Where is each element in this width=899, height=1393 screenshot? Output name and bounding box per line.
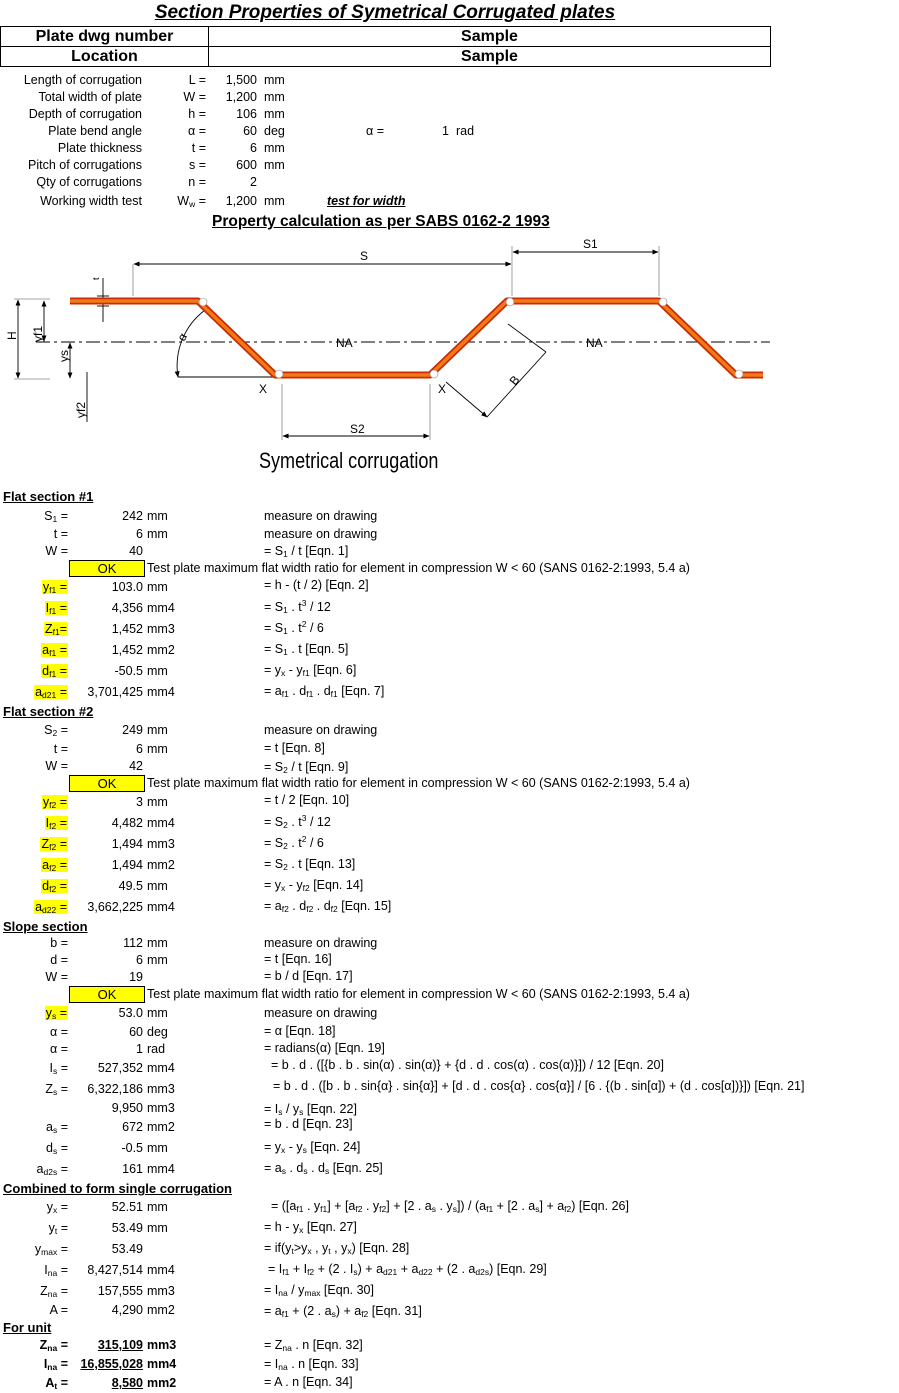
input-value[interactable]: 1,500 bbox=[225, 73, 257, 87]
is-unit: mm4 bbox=[147, 1061, 175, 1075]
zs-unit: mm3 bbox=[147, 1082, 175, 1096]
yf2-formula: = t / 2 [Eqn. 10] bbox=[264, 793, 350, 807]
input-name: Plate bend angle bbox=[48, 124, 142, 138]
input-unit: deg bbox=[264, 124, 285, 138]
if2-value: 4,482 bbox=[111, 816, 143, 830]
angle-arc bbox=[177, 310, 205, 377]
df1-value: -50.5 bbox=[114, 664, 143, 678]
w3-value: 19 bbox=[129, 970, 143, 984]
w2-formula: = $S_2$ / t [Eqn. 9] bbox=[264, 760, 349, 775]
input-name: Depth of corrugation bbox=[28, 107, 142, 121]
s2-unit: mm bbox=[147, 723, 168, 737]
ad2s-value: 161 bbox=[122, 1162, 143, 1176]
s1-unit: mm bbox=[147, 509, 168, 523]
zf2-value: 1,494 bbox=[111, 837, 143, 851]
alpha-rad-unit: rad bbox=[456, 124, 475, 138]
label-x-1: X bbox=[259, 382, 268, 396]
b-value[interactable]: 112 bbox=[123, 936, 143, 950]
label-yf1: yf1 bbox=[31, 325, 45, 342]
input-value[interactable]: 1,200 bbox=[225, 90, 257, 104]
label-b: B bbox=[506, 372, 523, 388]
af1-value: 1,452 bbox=[111, 643, 143, 657]
if1-unit: mm4 bbox=[147, 601, 175, 615]
ok-badge-3: OK bbox=[69, 986, 145, 1003]
ds-label: $d_s$ = bbox=[46, 1141, 68, 1156]
input-value[interactable]: 6 bbox=[250, 141, 257, 155]
zf2-label: $Z_{f2}$ = bbox=[41, 837, 67, 852]
if1-label: $I_{f1}$ = bbox=[45, 601, 67, 616]
zna-unit: mm3 bbox=[147, 1284, 175, 1298]
zs2-unit: mm3 bbox=[147, 1101, 175, 1115]
input-symbol: n = bbox=[188, 175, 206, 189]
label-t: t bbox=[91, 277, 101, 280]
as-formula: = b . d [Eqn. 23] bbox=[264, 1117, 353, 1131]
ad22-unit: mm4 bbox=[147, 900, 175, 914]
input-unit: mm bbox=[264, 90, 285, 104]
diagram-caption: Symetrical corrugation bbox=[259, 449, 439, 474]
b-formula: measure on drawing bbox=[264, 936, 378, 950]
ys-formula: measure on drawing bbox=[264, 1006, 378, 1020]
label-s: S bbox=[360, 249, 369, 263]
input-value[interactable]: 60 bbox=[243, 124, 257, 138]
af2-value: 1,494 bbox=[111, 858, 143, 872]
input-unit: mm bbox=[264, 73, 285, 87]
dim-b-line bbox=[508, 324, 546, 352]
label-na-2: NA bbox=[586, 336, 603, 350]
input-symbol: α = bbox=[188, 124, 206, 138]
input-value[interactable]: 106 bbox=[236, 107, 257, 121]
d-value: 6 bbox=[136, 953, 143, 967]
ad21-unit: mm4 bbox=[147, 685, 175, 699]
yf1-label: $y_{f1}$ = bbox=[42, 580, 67, 595]
yt-formula: = h - $y_x$ [Eqn. 27] bbox=[264, 1220, 357, 1235]
label-yf2: yf2 bbox=[74, 401, 88, 418]
unit-zna-formula: = $Z_{na}$ . n [Eqn. 32] bbox=[264, 1338, 363, 1353]
alpha-rad-formula: = radians(α) [Eqn. 19] bbox=[264, 1041, 385, 1055]
for-unit-title: For unit bbox=[3, 1320, 52, 1335]
input-value[interactable]: 600 bbox=[236, 158, 257, 172]
ok-text-3: Test plate maximum flat width ratio for element in compression W < 60 (SANS 0162-2:1993, 5.4 a) bbox=[147, 987, 690, 1001]
s1-label: $S_1$ = bbox=[44, 509, 68, 524]
yf1-unit: mm bbox=[147, 580, 168, 594]
t1-value[interactable]: 6 bbox=[136, 527, 143, 541]
calc-title: Property calculation as per SABS 0162-2 1993 bbox=[212, 213, 550, 230]
yx-value: 52.51 bbox=[111, 1200, 143, 1214]
yf1-formula: = h - (t / 2) [Eqn. 2] bbox=[264, 578, 369, 592]
ad22-formula: = $a_{f2}$ . $d_{f2}$ . $d_{f2}$ [Eqn. 15] bbox=[264, 899, 392, 914]
alpha-rad-unit-2: rad bbox=[147, 1042, 166, 1056]
input-value[interactable]: 2 bbox=[250, 175, 257, 189]
af1-label: $a_{f1}$ = bbox=[42, 643, 67, 658]
unit-at-value: 8,580 bbox=[111, 1376, 143, 1390]
if2-formula: = $S_2$ . $t^3 / 12$ bbox=[264, 813, 331, 830]
yf2-label: $y_{f2}$ = bbox=[42, 795, 67, 810]
a-formula: = $a_{f1} + (2$ . $a_s) + a_{f2}$ [Eqn. 31] bbox=[264, 1304, 422, 1319]
ok-text-2: Test plate maximum flat width ratio for element in compression W < 60 (SANS 0162-2:1993, 5.4 a) bbox=[147, 776, 690, 790]
ys-label: $y_s$ = bbox=[45, 1006, 67, 1021]
df1-formula: = $y_x - y_{f1}$ [Eqn. 6] bbox=[264, 663, 357, 678]
ina-formula: = $I_{f1} + I_{f2} + (2$ . $I_s) + a_{d21} + a_{d22} + (2$ . $a_{d2s}$) [Eqn. 29] bbox=[268, 1262, 547, 1277]
input-symbol: t = bbox=[191, 141, 206, 155]
input-name: Length of corrugation bbox=[23, 73, 142, 87]
input-symbol: s = bbox=[188, 158, 206, 172]
t1-unit: mm bbox=[147, 527, 168, 541]
alpha-rad-symbol: α = bbox=[366, 124, 384, 138]
yt-value: 53.49 bbox=[111, 1221, 143, 1235]
w1-formula: = $S_1$ / t [Eqn. 1] bbox=[264, 544, 349, 559]
unit-zna-value: 315,109 bbox=[97, 1338, 143, 1352]
is-label: $I_s$ = bbox=[49, 1061, 68, 1076]
is-formula: = b . d . ([{b . b . sin(α) . sin(α)} + {d . d . cos(α) . cos(α)}]) / 12 [Eqn. 20] bbox=[271, 1058, 664, 1072]
zf1-unit: mm3 bbox=[147, 622, 175, 636]
d-formula: = t [Eqn. 16] bbox=[264, 952, 332, 966]
label-alpha: α bbox=[174, 330, 191, 344]
df2-unit: mm bbox=[147, 879, 168, 893]
ok-badge-1: OK bbox=[69, 560, 145, 577]
ys-unit: mm bbox=[147, 1006, 168, 1020]
ds-unit: mm bbox=[147, 1141, 168, 1155]
df2-value: 49.5 bbox=[118, 879, 143, 893]
corrugation-diagram bbox=[0, 232, 899, 480]
a-label: A = bbox=[49, 1303, 68, 1317]
ymax-label: $y_{max}$ = bbox=[34, 1242, 68, 1257]
b-unit: mm bbox=[147, 936, 168, 950]
test-for-width-label: test for width bbox=[327, 194, 406, 208]
corrugated-plate bbox=[70, 301, 763, 375]
zf2-unit: mm3 bbox=[147, 837, 175, 851]
af1-unit: mm2 bbox=[147, 643, 175, 657]
af2-formula: = $S_2$ . t [Eqn. 13] bbox=[264, 857, 356, 872]
b-label: b = bbox=[50, 936, 68, 950]
zs-label: $Z_s$ = bbox=[45, 1082, 68, 1097]
input-name: Plate thickness bbox=[57, 141, 142, 155]
zna-value: 157,555 bbox=[97, 1284, 143, 1298]
alpha-deg-unit: deg bbox=[147, 1025, 168, 1039]
zna-formula: = $I_{na} / y_{max}$ [Eqn. 30] bbox=[264, 1283, 374, 1298]
ina-unit: mm4 bbox=[147, 1263, 175, 1277]
input-unit: mm bbox=[264, 107, 285, 121]
zs-formula: = b . d . ([b . b . sin{α} . sin{α}] + [d . d . cos{α} . cos{α}] / [6 . {(b . sin[α]) + (d . cos[α])}]) [Eqn. 21] bbox=[273, 1079, 805, 1093]
label-h: H bbox=[5, 331, 19, 340]
input-name: Qty of corrugations bbox=[36, 175, 142, 189]
t2-value: 6 bbox=[136, 742, 143, 756]
zs2-value: 9,950 bbox=[111, 1101, 143, 1115]
ad21-label: $a_{d21}$ = bbox=[35, 685, 67, 700]
s2-formula: measure on drawing bbox=[264, 723, 378, 737]
w3-label: W = bbox=[45, 970, 68, 984]
is-value: 527,352 bbox=[97, 1061, 143, 1075]
df1-unit: mm bbox=[147, 664, 168, 678]
ad2s-formula: = $a_s$ . $d_s$ . $d_s$ [Eqn. 25] bbox=[264, 1161, 383, 1176]
if1-formula: = $S_1$ . $t^3 / 12$ bbox=[264, 598, 331, 615]
af2-unit: mm2 bbox=[147, 858, 175, 872]
unit-ina-value: 16,855,028 bbox=[80, 1357, 143, 1371]
d-unit: mm bbox=[147, 953, 168, 967]
ad22-label: $a_{d22}$ = bbox=[35, 900, 67, 915]
t1-label: t = bbox=[53, 527, 68, 541]
ad2s-label: $a_{d2s}$ = bbox=[36, 1162, 68, 1177]
combined-title: Combined to form single corrugation bbox=[3, 1181, 232, 1196]
af2-label: $a_{f2}$ = bbox=[42, 858, 67, 873]
as-unit: mm2 bbox=[147, 1120, 175, 1134]
input-symbol: h = bbox=[188, 107, 206, 121]
unit-at-formula: = A . n [Eqn. 34] bbox=[264, 1375, 353, 1389]
input-symbol: L = bbox=[188, 73, 206, 87]
input-unit: mm bbox=[264, 158, 285, 172]
input-value[interactable]: 1,200 bbox=[225, 194, 257, 208]
label-ys: ys bbox=[57, 350, 71, 362]
alpha-rad-value-2: 1 bbox=[136, 1042, 143, 1056]
unit-ina-label: $I_{na}$ = bbox=[43, 1357, 68, 1372]
yx-formula: = ([$a_{f1}$ . $y_{f1}] + [a_{f2}$ . $y_{f2}] + [2$ . $a_s$ . $y_s]) / (a_{f1} + [2$ . $a_s] + a_{f2}$) [Eqn. 26] bbox=[271, 1199, 629, 1214]
unit-at-label: $A_t$ = bbox=[45, 1376, 68, 1391]
ina-value: 8,427,514 bbox=[87, 1263, 143, 1277]
zna-label: $Z_{na}$ = bbox=[40, 1284, 68, 1299]
location-label: Location bbox=[1, 47, 209, 67]
ymax-value: 53.49 bbox=[111, 1242, 143, 1256]
ds-formula: = $y_x - y_s$ [Eqn. 24] bbox=[264, 1140, 361, 1155]
zf1-label: $Z_{f1}=$ bbox=[44, 622, 67, 637]
df2-label: $d_{f2}$ = bbox=[42, 879, 67, 894]
yx-label: $y_x$ = bbox=[46, 1200, 68, 1215]
t2-label: t = bbox=[53, 742, 68, 756]
ad22-value: 3,662,225 bbox=[87, 900, 143, 914]
input-unit: mm bbox=[264, 194, 285, 208]
unit-ina-unit: mm4 bbox=[147, 1357, 177, 1371]
w2-label: W = bbox=[45, 759, 68, 773]
input-symbol: W = bbox=[183, 90, 206, 104]
as-label: $a_s$ = bbox=[46, 1120, 68, 1135]
t2-formula: = t [Eqn. 8] bbox=[264, 741, 325, 755]
alpha-rad-value: 1 bbox=[442, 124, 449, 138]
ok-text-1: Test plate maximum flat width ratio for element in compression W < 60 (SANS 0162-2:1993, 5.4 a) bbox=[147, 561, 690, 575]
s2-value[interactable]: 249 bbox=[122, 723, 143, 737]
ok-badge-2: OK bbox=[69, 775, 145, 792]
a-unit: mm2 bbox=[147, 1303, 175, 1317]
ad21-value: 3,701,425 bbox=[87, 685, 143, 699]
label-s1: S1 bbox=[583, 237, 598, 251]
slope-section-title: Slope section bbox=[3, 919, 88, 934]
zs-value: 6,322,186 bbox=[87, 1082, 143, 1096]
ds-value: -0.5 bbox=[121, 1141, 143, 1155]
input-symbol: $W_w$ = bbox=[177, 194, 206, 209]
s1-value[interactable]: 242 bbox=[122, 509, 143, 523]
label-s2: S2 bbox=[350, 422, 365, 436]
w1-label: W = bbox=[45, 544, 68, 558]
unit-at-unit: mm2 bbox=[147, 1376, 177, 1390]
df1-label: $d_{f1}$ = bbox=[42, 664, 67, 679]
yx-unit: mm bbox=[147, 1200, 168, 1214]
if1-value: 4,356 bbox=[111, 601, 143, 615]
location-value[interactable]: Sample bbox=[209, 47, 771, 67]
zs2-formula: = $I_s / y_s$ [Eqn. 22] bbox=[264, 1102, 357, 1117]
header-table bbox=[0, 26, 771, 67]
s2-label: $S_2$ = bbox=[44, 723, 68, 738]
as-value: 672 bbox=[122, 1120, 143, 1134]
ys-value[interactable]: 53.0 bbox=[118, 1006, 143, 1020]
zf1-formula: = $S_1$ . $t^2 / 6$ bbox=[264, 619, 324, 636]
unit-zna-unit: mm3 bbox=[147, 1338, 177, 1352]
yf2-value: 3 bbox=[136, 795, 143, 809]
w2-value: 42 bbox=[129, 759, 143, 773]
ad21-formula: = $a_{f1}$ . $d_{f1}$ . $d_{f1}$ [Eqn. 7] bbox=[264, 684, 385, 699]
s1-formula: measure on drawing bbox=[264, 509, 378, 523]
df2-formula: = $y_x - y_{f2}$ [Eqn. 14] bbox=[264, 878, 364, 893]
w3-formula: = b / d [Eqn. 17] bbox=[264, 969, 353, 983]
alpha-rad-label: α = bbox=[50, 1042, 68, 1056]
w1-value: 40 bbox=[129, 544, 143, 558]
alpha-deg-formula: = α [Eqn. 18] bbox=[264, 1024, 336, 1038]
yf2-unit: mm bbox=[147, 795, 168, 809]
ymax-formula: = $if(y_t>y_x$ , $y_t$ , $y_x$) [Eqn. 28] bbox=[264, 1241, 410, 1256]
input-unit: mm bbox=[264, 141, 285, 155]
page-title: Section Properties of Symetrical Corrugated plates bbox=[154, 2, 616, 23]
if2-unit: mm4 bbox=[147, 816, 175, 830]
yf1-value: 103.0 bbox=[111, 580, 143, 594]
d-label: d = bbox=[50, 953, 68, 967]
input-name: Total width of plate bbox=[38, 90, 142, 104]
flat-section-1-title: Flat section #1 bbox=[3, 489, 94, 504]
yt-unit: mm bbox=[147, 1221, 168, 1235]
alpha-deg-label: α = bbox=[50, 1025, 68, 1039]
label-na-1: NA bbox=[336, 336, 353, 350]
alpha-deg-value: 60 bbox=[129, 1025, 143, 1039]
t1-formula: measure on drawing bbox=[264, 527, 378, 541]
yt-label: $y_t$ = bbox=[48, 1221, 68, 1236]
unit-ina-formula: = $I_{na}$ . n [Eqn. 33] bbox=[264, 1357, 359, 1372]
flat-section-2-title: Flat section #2 bbox=[3, 704, 94, 719]
if2-label: $I_{f2}$ = bbox=[45, 816, 67, 831]
ad2s-unit: mm4 bbox=[147, 1162, 175, 1176]
zf1-value: 1,452 bbox=[111, 622, 143, 636]
input-name: Working width test bbox=[40, 194, 142, 208]
input-name: Pitch of corrugations bbox=[28, 158, 142, 172]
t2-unit: mm bbox=[147, 742, 168, 756]
ina-label: $I_{na}$ = bbox=[44, 1263, 68, 1278]
label-x-2: X bbox=[438, 382, 447, 396]
zf2-formula: = $S_2$ . $t^2 / 6$ bbox=[264, 834, 324, 851]
a-value: 4,290 bbox=[111, 1303, 143, 1317]
af1-formula: = $S_1$ . t [Eqn. 5] bbox=[264, 642, 349, 657]
dwg-label: Plate dwg number bbox=[1, 27, 209, 47]
dwg-value[interactable]: Sample bbox=[209, 27, 771, 47]
unit-zna-label: $Z_{na}$ = bbox=[39, 1338, 68, 1353]
